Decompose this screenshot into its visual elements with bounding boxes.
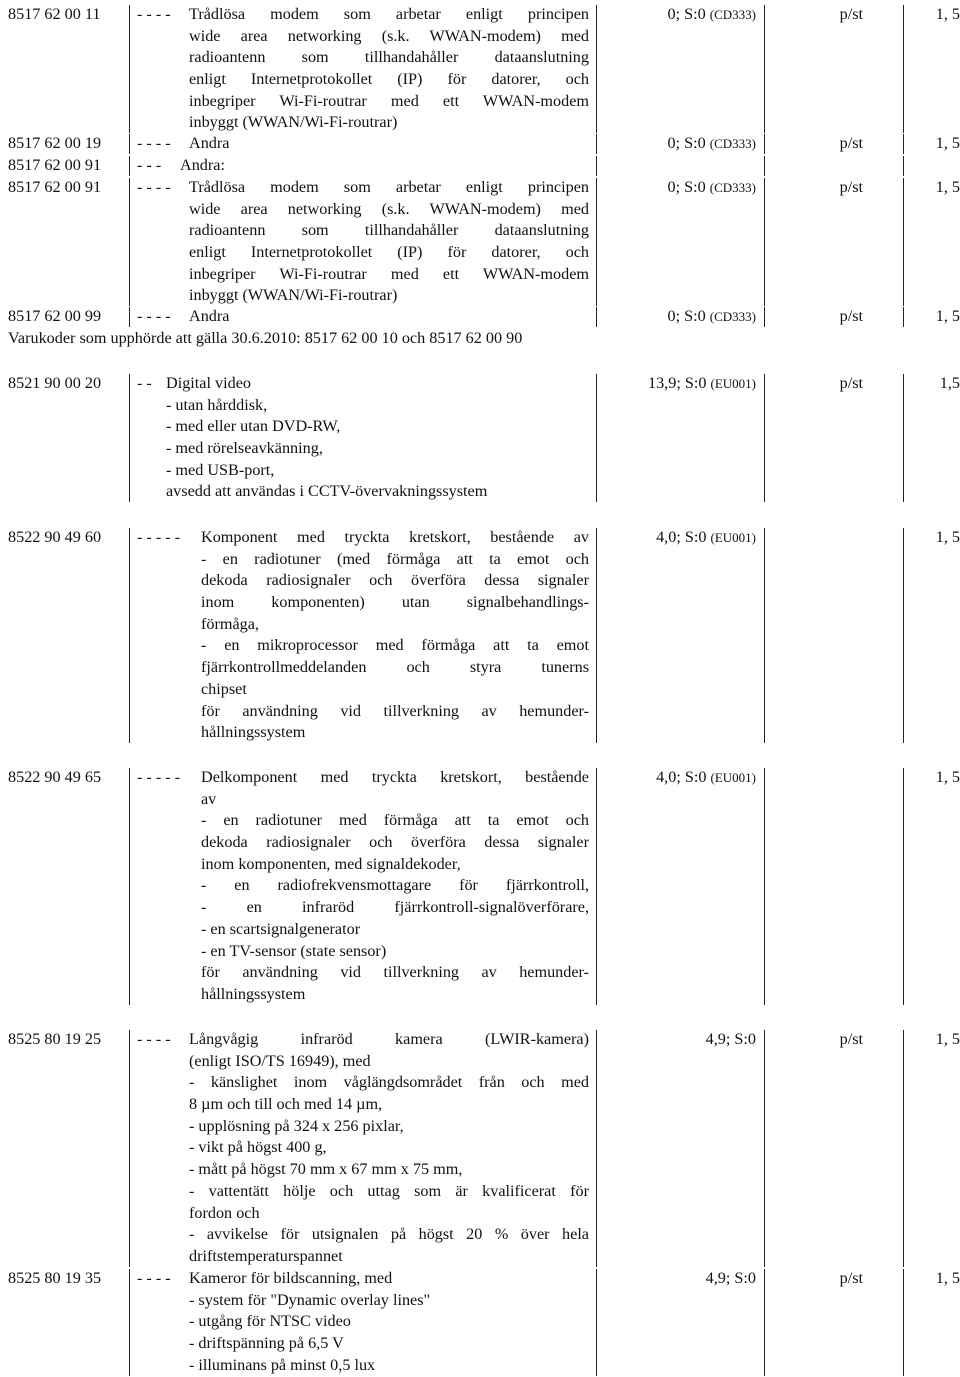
duty-rate [540, 306, 756, 328]
description-line: dekoda radiosignaler och överföra dessa signaler [201, 571, 589, 590]
column-divider [903, 1030, 904, 1267]
description-line: inbyggt (WWAN/Wi-Fi-routrar) [189, 286, 398, 305]
description-line: 8 µm och till och med 14 µm, [189, 1095, 383, 1114]
indent-dashes: - - - - - [137, 768, 181, 786]
description-line: Långvågig infraröd kamera (LWIR-kamera) [189, 1030, 589, 1048]
description [166, 373, 589, 503]
column-divider [764, 156, 765, 176]
description-line: Andra [189, 307, 230, 325]
column-divider [903, 528, 904, 743]
supplementary-unit: p/st [839, 134, 863, 152]
description [189, 133, 589, 155]
tariff-row [0, 767, 960, 1006]
column-divider [129, 768, 130, 1005]
description-line: dekoda radiosignaler och överföra dessa signaler [201, 833, 589, 852]
duty-rate-value: 13,9; S:0 [647, 374, 707, 392]
description-line: - avvikelse för utsignalen på högst 20 % över hela [189, 1225, 589, 1244]
expired-codes-note: Varukoder som upphörde att gälla 30.6.2010: 8517 62 00 10 och 8517 62 00 90 [8, 329, 523, 347]
description [189, 4, 589, 134]
duty-rate [540, 527, 756, 549]
cn-code: 8525 80 19 35 [8, 1269, 102, 1287]
duty-rate-value: 4,9; S:0 [705, 1269, 756, 1287]
duty-rate-value: 0; S:0 [667, 178, 706, 196]
cn-code: 8521 90 00 20 [8, 374, 102, 392]
description-line: - illuminans på minst 0,5 lux [189, 1355, 376, 1374]
duty-rate-value: 0; S:0 [667, 134, 706, 152]
indent-dashes: - - - - - [137, 528, 181, 546]
description [180, 155, 589, 177]
footnote-reference: 1, 5 [935, 1269, 960, 1287]
duty-reference: (CD333) [709, 136, 756, 151]
description-line: hållningssystem [201, 723, 306, 742]
description-line: Trådlösa modem som arbetar enligt principen [189, 178, 589, 196]
footnote-reference: 1, 5 [935, 1030, 960, 1048]
cn-code: 8522 90 49 60 [8, 528, 102, 546]
duty-reference: (CD333) [709, 180, 756, 195]
supplementary-unit: p/st [839, 1269, 863, 1287]
footnote-reference: 1, 5 [935, 768, 960, 786]
column-divider [129, 528, 130, 743]
column-divider [129, 134, 130, 154]
cn-code: 8517 62 00 99 [8, 307, 102, 325]
column-divider [129, 1269, 130, 1376]
description-line: Digital video [166, 374, 251, 392]
indent-dashes: - - - - [137, 134, 171, 152]
duty-rate-value: 0; S:0 [667, 5, 706, 23]
duty-rate [540, 1268, 756, 1290]
description-line: - med eller utan DVD-RW, [166, 417, 341, 436]
description-line: Kameror för bildscanning, med [189, 1269, 393, 1287]
column-divider [903, 156, 904, 176]
description-line: radioantenn som tillhandahåller dataanslutning [189, 221, 589, 240]
cn-code: 8525 80 19 25 [8, 1030, 102, 1048]
duty-rate [540, 177, 756, 199]
tariff-row [0, 4, 960, 134]
indent-dashes: - - - - [137, 1269, 171, 1287]
description-line: - känslighet inom våglängdsområdet från och med [189, 1073, 589, 1092]
column-divider [596, 768, 597, 1005]
supplementary-unit: p/st [839, 178, 863, 196]
description-line: Andra: [180, 156, 225, 174]
description-line: - med USB-port, [166, 460, 275, 479]
duty-rate-value: 4,0; S:0 [656, 528, 707, 546]
duty-rate-value: 4,9; S:0 [705, 1030, 756, 1048]
duty-rate-value: 4,0; S:0 [656, 768, 707, 786]
description [189, 1029, 589, 1268]
description-line: inom komponenten, med signaldekoder, [201, 854, 461, 873]
description-line: driftstemperaturspannet [189, 1246, 343, 1265]
description-line: Delkomponent med tryckta kretskort, bestående [201, 768, 589, 786]
tariff-row [0, 306, 960, 328]
tariff-row [0, 177, 960, 307]
description [201, 767, 589, 1006]
description-line: - vikt på högst 400 g, [189, 1138, 327, 1157]
description-line: - mått på högst 70 mm x 67 mm x 75 mm, [189, 1160, 463, 1179]
description-line: fjärrkontrollmeddelanden och styra tunerns [201, 658, 589, 677]
description-line: enligt Internetprotokollet (IP) för datorer, och [189, 243, 589, 262]
tariff-row [0, 1268, 960, 1377]
description-line: - driftspänning på 6,5 V [189, 1334, 344, 1353]
column-divider [903, 768, 904, 1005]
column-divider [129, 156, 130, 176]
description-line: (enligt ISO/TS 16949), med [189, 1051, 371, 1070]
description-line: inbyggt (WWAN/Wi-Fi-routrar) [189, 113, 398, 132]
description [189, 306, 589, 328]
description-line: för användning vid tillverkning av hemunder- [201, 701, 589, 720]
duty-rate [540, 373, 756, 395]
description-line: hållningssystem [201, 984, 306, 1003]
description [189, 177, 589, 307]
description-line: förmåga, [201, 614, 259, 633]
column-divider [764, 528, 765, 743]
description-line: - en radiotuner (med förmåga att ta emot och [201, 549, 589, 568]
description-line: inbegriper Wi-Fi-routrar med ett WWAN-modem [189, 91, 589, 110]
duty-reference: (CD333) [709, 7, 756, 22]
indent-dashes: - - [137, 374, 152, 392]
description-line: avsedd att användas i CCTV-övervakningssystem [166, 482, 488, 501]
description-line: inom komponenten) utan signalbehandlings- [201, 593, 589, 612]
description-line: - en radiofrekvensmottagare för fjärrkontroll, [201, 876, 589, 895]
description-line: Andra [189, 134, 230, 152]
description-line: - en radiotuner med förmåga att ta emot och [201, 811, 589, 830]
column-divider [764, 134, 765, 154]
duty-reference: (EU001) [710, 770, 756, 785]
cn-code: 8517 62 00 11 [8, 5, 101, 23]
column-divider [129, 1030, 130, 1267]
column-divider [764, 5, 765, 133]
column-divider [764, 1269, 765, 1376]
indent-dashes: - - - - [137, 178, 171, 196]
tariff-row [0, 155, 960, 177]
description-line: chipset [201, 679, 247, 698]
description-line: fordon och [189, 1203, 260, 1222]
column-divider [129, 374, 130, 502]
description-line: - upplösning på 324 x 256 pixlar, [189, 1116, 404, 1135]
cn-code: 8522 90 49 65 [8, 768, 102, 786]
footnote-reference: 1, 5 [935, 5, 960, 23]
description-line: - med rörelseavkänning, [166, 439, 323, 458]
description-line: enligt Internetprotokollet (IP) för datorer, och [189, 70, 589, 89]
description-line: Trådlösa modem som arbetar enligt principen [189, 5, 589, 23]
indent-dashes: - - - - [137, 307, 171, 325]
duty-reference: (EU001) [710, 530, 756, 545]
description-line: - en scartsignalgenerator [201, 919, 361, 938]
indent-dashes: - - - - [137, 5, 171, 23]
footnote-reference: 1, 5 [935, 307, 960, 325]
duty-rate [540, 133, 756, 155]
footnote-reference: 1,5 [939, 374, 960, 392]
column-divider [764, 178, 765, 306]
indent-dashes: - - - - [137, 1030, 171, 1048]
cn-code: 8517 62 00 91 [8, 156, 102, 174]
column-divider [764, 768, 765, 1005]
cn-code: 8517 62 00 19 [8, 134, 102, 152]
column-divider [129, 178, 130, 306]
tariff-row [0, 373, 960, 503]
indent-dashes: - - - [137, 156, 162, 174]
supplementary-unit: p/st [839, 374, 863, 392]
description-line: Komponent med tryckta kretskort, bestående av [201, 528, 589, 546]
description-line: radioantenn som tillhandahåller dataanslutning [189, 48, 589, 67]
column-divider [764, 1030, 765, 1267]
description-line: - utan hårddisk, [166, 395, 268, 414]
duty-rate-value: 0; S:0 [667, 307, 706, 325]
tariff-row [0, 527, 960, 744]
column-divider [129, 5, 130, 133]
supplementary-unit: p/st [839, 5, 863, 23]
column-divider [129, 307, 130, 327]
duty-rate [540, 1029, 756, 1051]
description-line: - en mikroprocessor med förmåga att ta emot [201, 636, 589, 655]
column-divider [596, 528, 597, 743]
footnote-reference: 1, 5 [935, 178, 960, 196]
tariff-row [0, 1029, 960, 1268]
description-line: wide area networking (s.k. WWAN-modem) med [189, 26, 589, 45]
column-divider [764, 374, 765, 502]
description-line: - utgång för NTSC video [189, 1312, 351, 1331]
duty-rate [540, 4, 756, 26]
column-divider [764, 307, 765, 327]
supplementary-unit: p/st [839, 1030, 863, 1048]
duty-reference: (EU001) [710, 376, 756, 391]
column-divider [596, 1030, 597, 1267]
description-line: av [201, 789, 217, 808]
description-line: - en TV-sensor (state sensor) [201, 941, 387, 960]
footnote-reference: 1, 5 [935, 134, 960, 152]
description [189, 1268, 589, 1376]
description-line: inbegriper Wi-Fi-routrar med ett WWAN-modem [189, 264, 589, 283]
supplementary-unit: p/st [839, 307, 863, 325]
description-line: - vattentätt hölje och uttag som är kvalificerat för [189, 1181, 589, 1200]
description-line: wide area networking (s.k. WWAN-modem) med [189, 199, 589, 218]
description-line: - system för "Dynamic overlay lines" [189, 1290, 431, 1309]
tariff-row [0, 133, 960, 155]
description-line: för användning vid tillverkning av hemunder- [201, 963, 589, 982]
column-divider [596, 156, 597, 176]
duty-rate [540, 767, 756, 789]
footnote-reference: 1, 5 [935, 528, 960, 546]
cn-code: 8517 62 00 91 [8, 178, 102, 196]
description [201, 527, 589, 744]
description-line: - en infraröd fjärrkontroll-signalöverförare, [201, 898, 589, 917]
duty-reference: (CD333) [709, 309, 756, 324]
